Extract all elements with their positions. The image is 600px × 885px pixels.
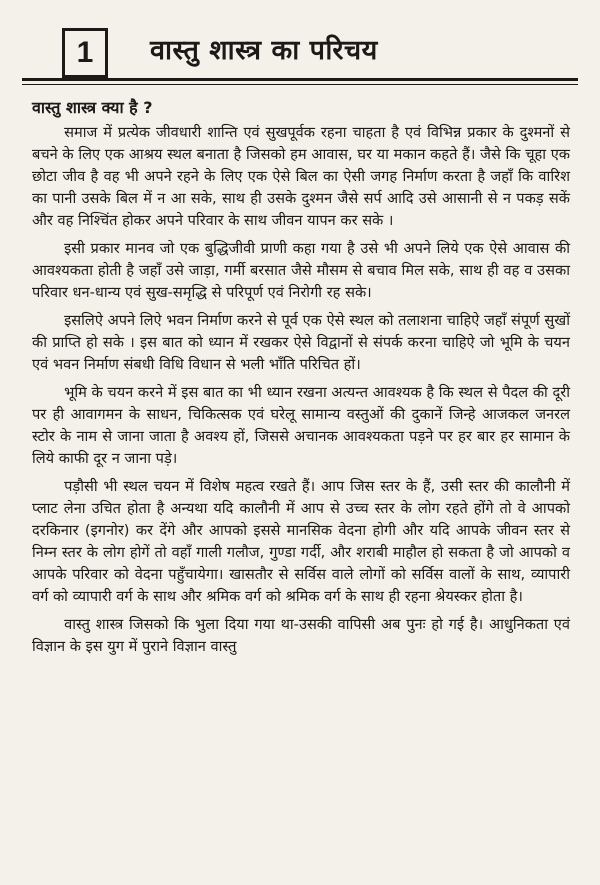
header-rule-thin [22,84,578,85]
paragraph-5: पड़ौसी भी स्थल चयन में विशेष महत्व रखते हैं। आप जिस स्तर के हैं, उसी स्तर की कालौनी में प्लाट लेना उचित होता है अन्यथा यदि कालौनी में आप से उच्च स्तर के लोग रहते होंगे तो वे आपको दरकिनार (इगनोर) कर देंगे और आपको इससे मानसिक वेदना होगी और यदि आपके जीवन स्तर से निम्न स्तर के लोग होगें तो वहाँ गाली गलौज, गुण्डा गर्दी, और शराबी माहौल हो सकता है जो आपको व आपके परिवार को वेदना पहुँचायेगा। खासतौर से सर्विस वाले लोगों को सर्विस वालों के साथ, व्यापारी वर्ग को व्यापारी वर्ग के साथ और श्रमिक वर्ग को श्रमिक वर्ग के साथ ही रहना श्रेयस्कर होता है। [32,478,570,605]
header-rule-thick [22,78,578,81]
paragraph-3: इसलिऐ अपने लिऐ भवन निर्माण करने से पूर्व एक ऐसे स्थल को तलाशना चाहिऐ जहाँ संपूर्ण सुखों की प्राप्ति हो सके । इस बात को ध्यान में रखकर ऐसे विद्वानों से संपर्क करना चाहिऐ जो भूमि के चयन एवं भवन निर्माण संबधी विधि विधान से भली भाँति परिचित हों। [32,312,570,373]
body-text [32,122,570,664]
section-heading: वास्तु शास्त्र क्या है ? [32,98,153,117]
paragraph-1: समाज में प्रत्येक जीवधारी शान्ति एवं सुखपूर्वक रहना चाहता है एवं विभिन्न प्रकार के दुश्मनों से बचने के लिए एक आश्रय स्थल बनाता है जिसको हम आवास, घर या मकान कहते हैं। जैसे कि चूहा एक छोटा जीव है वह भी अपने रहने के लिए एक ऐसे बिल का ऐसी जगह निर्माण करता है जहाँ कि वारिश का पानी उसके बिल में न आ सके, साथ ही उसके दुश्मन जैसे सर्प आदि उसे आसानी से न पकड़ सकें और वह निश्चिंत होकर अपने परिवार के साथ जीवन यापन कर सके । [32,124,570,229]
chapter-header [0,0,600,100]
chapter-number: 1 [76,36,94,69]
chapter-number-box [62,28,108,78]
paragraph-2: इसी प्रकार मानव जो एक बुद्धिजीवी प्राणी कहा गया है उसे भी अपने लिये एक ऐसे आवास की आवश्यकता होती है जहाँ उसे जाड़ा, गर्मी बरसात जैसे मौसम से बचाव मिल सके, साथ ही वह व उसका परिवार धन-धान्य एवं सुख-समृद्धि से परिपूर्ण एवं निरोगी रह सके। [32,240,570,301]
paragraph-6: वास्तु शास्त्र जिसको कि भुला दिया गया था-उसकी वापिसी अब पुनः हो गई है। आधुनिकता एवं विज्ञान के इस युग में पुराने विज्ञान वास्तु [32,616,570,655]
paragraph-4: भूमि के चयन करने में इस बात का भी ध्यान रखना अत्यन्त आवश्यक है कि स्थल से पैदल की दूरी पर ही आवागमन के साधन, चिकित्सक एवं घरेलू सामान्य वस्तुओं की दुकानें जिन्हे आजकल जनरल स्टोर के नाम से जाना जाता है अवश्य हों, जिससे अचानक आवश्यकता पड़ने पर हर बार हर सामान के लिये काफी दूर न जाना पड़े। [32,384,570,467]
chapter-title: वास्तु शास्त्र का परिचय [150,35,378,66]
